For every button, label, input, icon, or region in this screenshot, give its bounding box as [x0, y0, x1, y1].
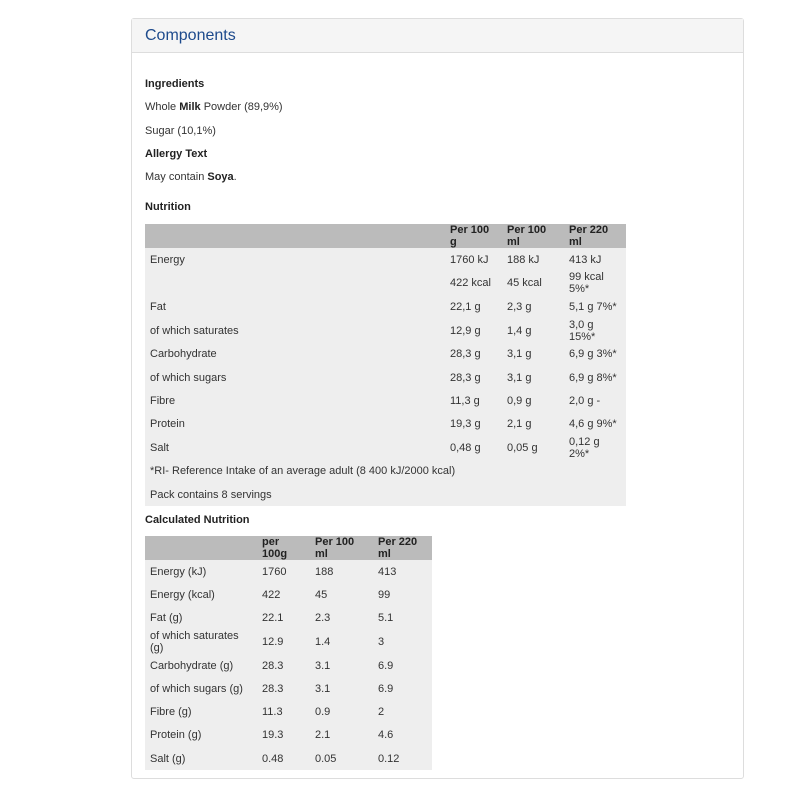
cell: Energy (kcal) [150, 588, 215, 601]
cell: 5.1 [378, 612, 394, 625]
table-row [145, 248, 626, 271]
nutrition-heading: Nutrition [145, 201, 191, 213]
cell: 3.1 [315, 682, 331, 695]
cell: 22,1 g [450, 300, 481, 313]
cell: 6,9 g 8%* [569, 371, 617, 384]
ingredient-line-1 [145, 100, 283, 114]
cell: of which saturates [150, 324, 239, 337]
table-row [145, 295, 626, 318]
nutrition-col-header: Per 100 ml [502, 224, 564, 248]
cell: of which sugars [150, 371, 227, 384]
table-row [145, 677, 432, 700]
cell: 422 kcal [450, 277, 491, 290]
cell: 4,6 g 9%* [569, 418, 617, 431]
cell: 28,3 g [450, 371, 481, 384]
cell: 3 [378, 635, 385, 648]
panel-heading [132, 19, 743, 53]
cell: 6.9 [378, 659, 394, 672]
cell: 28.3 [262, 682, 284, 695]
cell: 19,3 g [450, 418, 481, 431]
calculated-col-header: Per 220 ml [373, 536, 432, 560]
cell: 11.3 [262, 706, 283, 719]
cell: 28.3 [262, 659, 284, 672]
ingredients-heading: Ingredients [145, 78, 205, 90]
allergy-text-pre: May contain [145, 171, 208, 183]
table-row [145, 583, 432, 606]
cell: 0,05 g [507, 441, 538, 454]
cell: 0.9 [315, 706, 331, 719]
cell: 4.6 [378, 729, 394, 742]
allergy-text [145, 170, 237, 184]
cell: Salt (g) [150, 752, 186, 765]
cell: 99 [378, 588, 391, 601]
cell: 2.1 [315, 729, 331, 742]
calculated-nutrition-table [145, 536, 432, 770]
cell: Fibre (g) [150, 706, 192, 719]
table-row [145, 389, 626, 412]
nutrition-col-header: Per 220 ml [564, 224, 626, 248]
nutrition-col-header [145, 224, 445, 248]
calculated-col-header: Per 100 ml [310, 536, 373, 560]
cell: 1.4 [315, 635, 331, 648]
cell: Salt [150, 441, 169, 454]
ingredient-text: Powder (89,9%) [200, 101, 283, 113]
table-row [145, 319, 626, 343]
cell: 188 [315, 565, 334, 578]
cell: of which saturates (g) [150, 629, 239, 654]
cell: Carbohydrate [150, 348, 217, 361]
ingredient-bold: Milk [179, 101, 201, 113]
table-row [145, 560, 432, 583]
cell: 6.9 [378, 682, 394, 695]
table-row [145, 412, 626, 435]
cell: 2.3 [315, 612, 331, 625]
panel-title: Components [145, 27, 236, 44]
cell: Energy (kJ) [150, 565, 207, 578]
footnote-servings: Pack contains 8 servings [150, 488, 272, 501]
calculated-col-header [145, 536, 257, 560]
cell: Fibre [150, 394, 176, 407]
cell: of which sugars (g) [150, 682, 243, 695]
cell: 0,9 g [507, 394, 532, 407]
cell: 0.48 [262, 752, 284, 765]
cell: Protein [150, 418, 185, 431]
components-panel [131, 18, 744, 779]
table-row [145, 366, 626, 389]
cell: 1760 [262, 565, 287, 578]
cell: 413 kJ [569, 253, 602, 266]
cell: Energy [150, 253, 185, 266]
cell: 188 kJ [507, 253, 540, 266]
cell: Fat [150, 300, 166, 313]
cell: 28,3 g [450, 348, 481, 361]
table-row [145, 271, 626, 295]
cell: 3.1 [315, 659, 331, 672]
cell: 0,12 g 2%* [569, 435, 600, 460]
table-row [145, 700, 432, 723]
ingredient-line-2: Sugar (10,1%) [145, 125, 216, 137]
cell: 422 [262, 588, 281, 601]
cell: 12.9 [262, 635, 284, 648]
table-row [145, 747, 432, 770]
table-row [145, 630, 432, 654]
ingredient-text: Whole [145, 101, 180, 113]
nutrition-col-header: Per 100 g [445, 224, 502, 248]
cell: 1,4 g [507, 324, 532, 337]
table-row [145, 654, 432, 677]
table-row [145, 724, 432, 747]
cell: 19.3 [262, 729, 284, 742]
cell: 2 [378, 706, 385, 719]
cell: 0.05 [315, 752, 337, 765]
cell: 413 [378, 565, 397, 578]
cell: 3,0 g 15%* [569, 318, 596, 343]
allergy-heading: Allergy Text [145, 148, 208, 160]
nutrition-header-row [145, 224, 626, 248]
cell: 3,1 g [507, 348, 532, 361]
table-row [145, 607, 432, 630]
cell: 22.1 [262, 612, 284, 625]
cell: 0,48 g [450, 441, 481, 454]
footnote-row [145, 483, 626, 506]
calculated-header-row [145, 536, 432, 560]
cell: 99 kcal 5%* [569, 271, 604, 296]
cell: 3,1 g [507, 371, 532, 384]
cell: 45 kcal [507, 277, 542, 290]
cell: 2,0 g - [569, 394, 601, 407]
nutrition-table [145, 224, 626, 506]
footnote-row [145, 460, 626, 483]
cell: Fat (g) [150, 612, 183, 625]
allergy-text-post: . [233, 171, 237, 183]
cell: 0.12 [378, 752, 400, 765]
calculated-nutrition-heading: Calculated Nutrition [145, 514, 250, 526]
table-row [145, 343, 626, 366]
cell: 6,9 g 3%* [569, 348, 617, 361]
cell: 1760 kJ [450, 253, 489, 266]
cell [145, 271, 445, 295]
cell: 5,1 g 7%* [569, 300, 617, 313]
cell: 45 [315, 588, 328, 601]
cell: Protein (g) [150, 729, 202, 742]
cell: 11,3 g [450, 394, 480, 407]
allergy-bold: Soya [207, 171, 234, 183]
cell: 2,1 g [507, 418, 532, 431]
calculated-col-header: per 100g [257, 536, 310, 560]
cell: Carbohydrate (g) [150, 659, 234, 672]
footnote-ri: *RI- Reference Intake of an average adult (8 400 kJ/2000 kcal) [150, 465, 456, 478]
cell: 2,3 g [507, 300, 532, 313]
cell: 12,9 g [450, 324, 481, 337]
table-row [145, 436, 626, 460]
